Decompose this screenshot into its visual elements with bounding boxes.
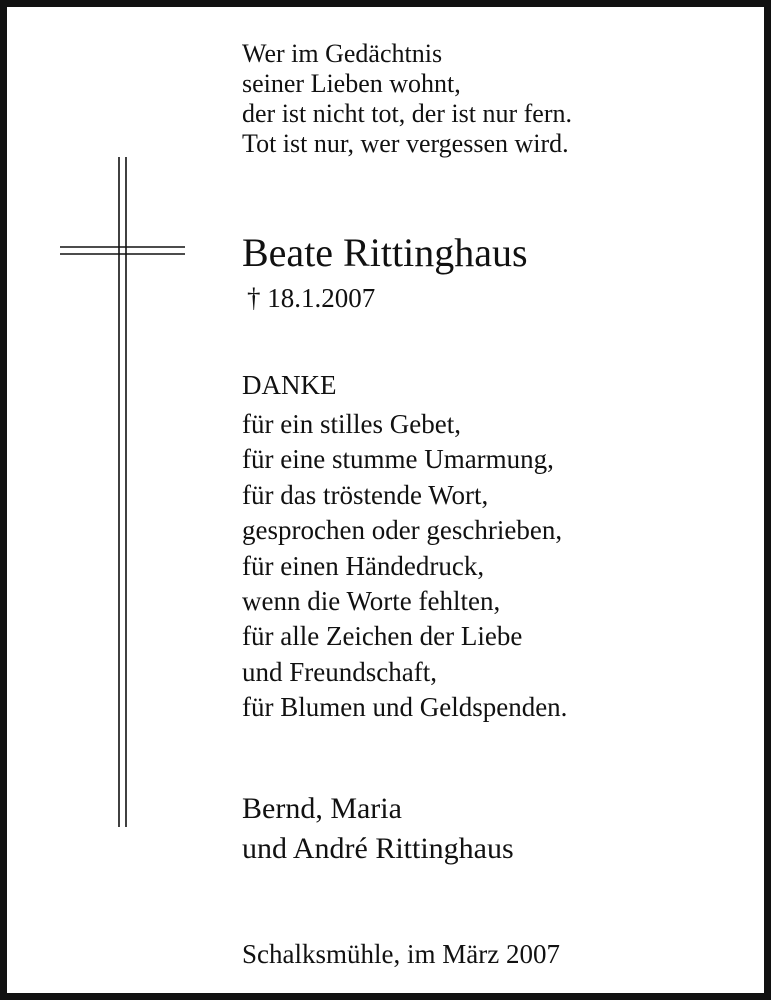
thanks-line: und Freundschaft, bbox=[242, 656, 437, 687]
thanks-heading: DANKE bbox=[242, 370, 337, 400]
death-date: † 18.1.2007 bbox=[247, 283, 376, 313]
thanks-line: wenn die Worte fehlten, bbox=[242, 586, 501, 617]
poem-line: Tot ist nur, wer vergessen wird. bbox=[242, 129, 569, 158]
thanks-line: für eine stumme Umarmung, bbox=[242, 444, 554, 475]
thanks-line: für ein stilles Gebet, bbox=[242, 409, 461, 439]
signer-line: Bernd, Maria bbox=[242, 792, 402, 825]
poem-line: der ist nicht tot, der ist nur fern. bbox=[242, 99, 572, 128]
family-signers bbox=[242, 789, 514, 869]
deceased-name: Beate Rittinghaus bbox=[242, 230, 528, 275]
poem-line: Wer im Gedächtnis bbox=[242, 39, 443, 68]
thanks-line: für alle Zeichen der Liebe bbox=[242, 621, 523, 652]
thanks-line: für einen Händedruck, bbox=[242, 550, 485, 581]
poem-line: seiner Lieben wohnt, bbox=[242, 69, 461, 98]
place-and-date: Schalksmühle, im März 2007 bbox=[242, 939, 560, 969]
thanks-line: für das tröstende Wort, bbox=[242, 479, 489, 510]
signer-line: und André Rittinghaus bbox=[242, 832, 514, 865]
thanks-list bbox=[242, 407, 567, 726]
cross-icon bbox=[57, 157, 192, 827]
thanks-line: für Blumen und Geldspenden. bbox=[242, 692, 568, 723]
memorial-poem bbox=[242, 39, 572, 159]
thanks-line: gesprochen oder geschrieben, bbox=[242, 515, 563, 546]
